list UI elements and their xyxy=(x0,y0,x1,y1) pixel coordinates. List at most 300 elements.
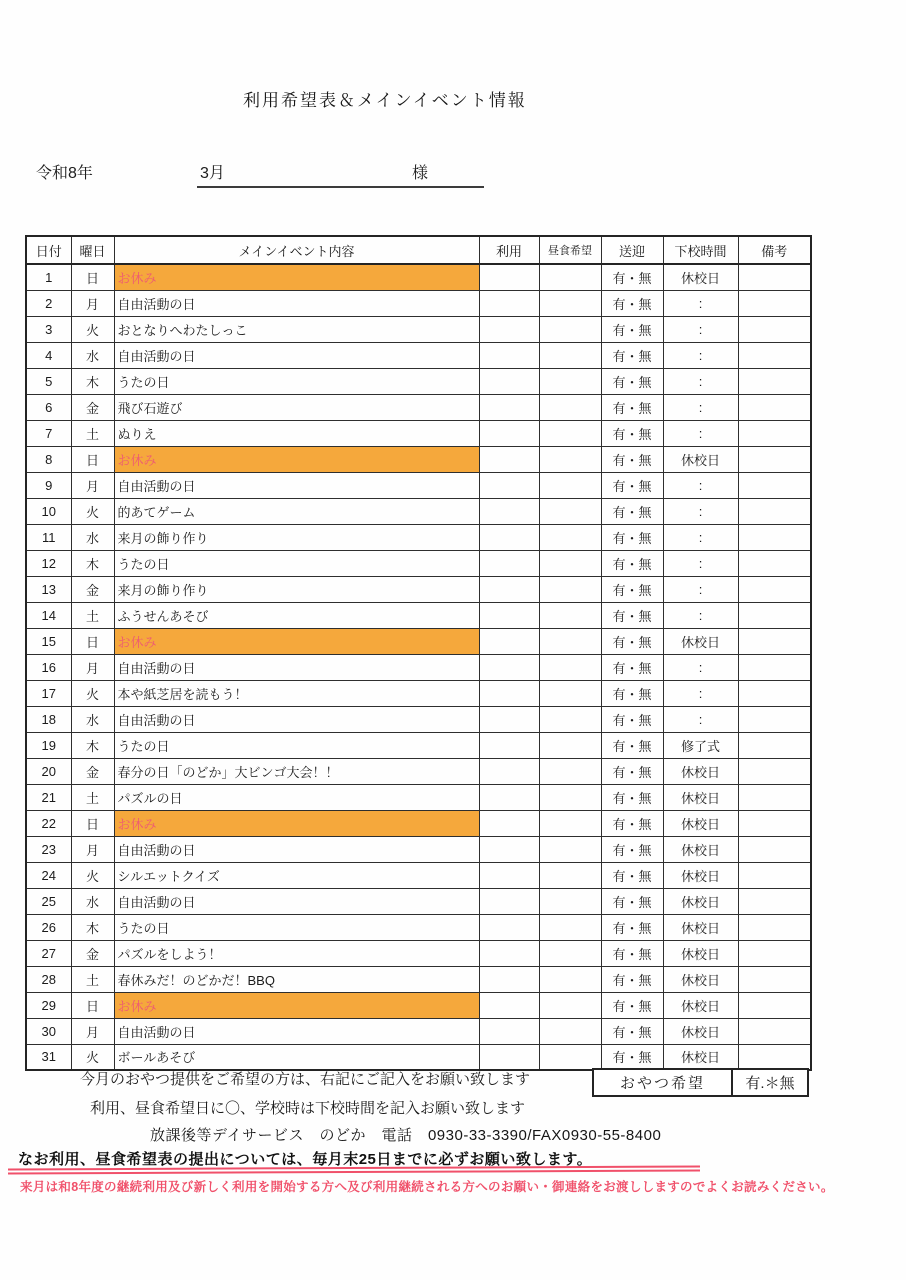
event-cell: 春分の日「のどか」大ビンゴ大会！！ xyxy=(114,758,479,784)
day-cell: 土 xyxy=(71,784,114,810)
event-cell: お休み xyxy=(114,264,479,290)
table-row xyxy=(26,628,811,654)
note-cell[interactable] xyxy=(738,576,811,602)
pickup-cell[interactable]: 有・無 xyxy=(601,524,663,550)
usage-cell[interactable] xyxy=(479,420,539,446)
usage-cell[interactable] xyxy=(479,836,539,862)
dismissal-cell[interactable]: 休校日 xyxy=(663,758,738,784)
day-cell: 木 xyxy=(71,550,114,576)
day-cell: 月 xyxy=(71,836,114,862)
pickup-cell[interactable]: 有・無 xyxy=(601,732,663,758)
usage-cell[interactable] xyxy=(479,1044,539,1070)
date-cell: 17 xyxy=(26,680,71,706)
day-cell: 水 xyxy=(71,706,114,732)
day-cell: 木 xyxy=(71,368,114,394)
pickup-cell[interactable]: 有・無 xyxy=(601,602,663,628)
date-cell: 24 xyxy=(26,862,71,888)
pickup-cell[interactable]: 有・無 xyxy=(601,706,663,732)
usage-cell[interactable] xyxy=(479,316,539,342)
usage-cell[interactable] xyxy=(479,888,539,914)
event-cell: 飛び石遊び xyxy=(114,394,479,420)
dismissal-cell[interactable]: : xyxy=(663,576,738,602)
dismissal-cell[interactable]: 休校日 xyxy=(663,888,738,914)
day-cell: 水 xyxy=(71,888,114,914)
deadline-note: なお利用、昼食希望表の提出については、毎月末25日までに必ずお願い致します。 xyxy=(18,1151,593,1168)
name-field-underline[interactable] xyxy=(197,164,484,188)
event-cell: 来月の飾り作り xyxy=(114,576,479,602)
table-row xyxy=(26,836,811,862)
note-cell[interactable] xyxy=(738,888,811,914)
pickup-cell[interactable]: 有・無 xyxy=(601,264,663,290)
usage-cell[interactable] xyxy=(479,940,539,966)
usage-cell[interactable] xyxy=(479,524,539,550)
usage-cell[interactable] xyxy=(479,602,539,628)
dismissal-cell[interactable]: 休校日 xyxy=(663,628,738,654)
pickup-cell[interactable]: 有・無 xyxy=(601,446,663,472)
usage-cell[interactable] xyxy=(479,680,539,706)
day-cell: 日 xyxy=(71,810,114,836)
date-cell: 8 xyxy=(26,446,71,472)
date-cell: 12 xyxy=(26,550,71,576)
note-cell[interactable] xyxy=(738,264,811,290)
table-row xyxy=(26,654,811,680)
lunch-cell[interactable] xyxy=(539,1018,601,1044)
day-cell: 日 xyxy=(71,264,114,290)
usage-cell[interactable] xyxy=(479,342,539,368)
date-cell: 19 xyxy=(26,732,71,758)
note-cell[interactable] xyxy=(738,1018,811,1044)
table-row xyxy=(26,940,811,966)
pickup-cell[interactable]: 有・無 xyxy=(601,654,663,680)
usage-cell[interactable] xyxy=(479,472,539,498)
day-cell: 木 xyxy=(71,914,114,940)
day-cell: 火 xyxy=(71,680,114,706)
lunch-cell[interactable] xyxy=(539,628,601,654)
note-cell[interactable] xyxy=(738,706,811,732)
note-cell[interactable] xyxy=(738,992,811,1018)
pickup-cell[interactable]: 有・無 xyxy=(601,368,663,394)
date-cell: 23 xyxy=(26,836,71,862)
day-cell: 日 xyxy=(71,992,114,1018)
event-cell: 本や紙芝居を読もう！ xyxy=(114,680,479,706)
month-label: 3月 xyxy=(200,165,225,182)
col-header-date: 日付 xyxy=(26,236,71,264)
event-cell: 自由活動の日 xyxy=(114,1018,479,1044)
date-cell: 27 xyxy=(26,940,71,966)
date-cell: 26 xyxy=(26,914,71,940)
date-cell: 15 xyxy=(26,628,71,654)
note-cell[interactable] xyxy=(738,290,811,316)
date-cell: 18 xyxy=(26,706,71,732)
table-row xyxy=(26,1018,811,1044)
usage-cell[interactable] xyxy=(479,810,539,836)
note-cell[interactable] xyxy=(738,472,811,498)
table-row xyxy=(26,914,811,940)
date-cell: 1 xyxy=(26,264,71,290)
pickup-cell[interactable]: 有・無 xyxy=(601,888,663,914)
note-cell[interactable] xyxy=(738,758,811,784)
pickup-cell[interactable]: 有・無 xyxy=(601,810,663,836)
event-cell: 的あてゲーム xyxy=(114,498,479,524)
dismissal-cell[interactable]: : xyxy=(663,342,738,368)
snack-request-label: おやつ希望 xyxy=(594,1070,733,1095)
day-cell: 金 xyxy=(71,576,114,602)
table-row xyxy=(26,420,811,446)
note-cell[interactable] xyxy=(738,394,811,420)
pickup-cell[interactable]: 有・無 xyxy=(601,680,663,706)
usage-cell[interactable] xyxy=(479,966,539,992)
date-cell: 5 xyxy=(26,368,71,394)
day-cell: 金 xyxy=(71,758,114,784)
note-cell[interactable] xyxy=(738,966,811,992)
event-cell: うたの日 xyxy=(114,732,479,758)
event-cell: 自由活動の日 xyxy=(114,472,479,498)
pickup-cell[interactable]: 有・無 xyxy=(601,472,663,498)
pickup-cell[interactable]: 有・無 xyxy=(601,290,663,316)
usage-cell[interactable] xyxy=(479,862,539,888)
note-cell[interactable] xyxy=(738,628,811,654)
lunch-cell[interactable] xyxy=(539,914,601,940)
pickup-cell[interactable]: 有・無 xyxy=(601,550,663,576)
lunch-cell[interactable] xyxy=(539,888,601,914)
lunch-cell[interactable] xyxy=(539,394,601,420)
table-row xyxy=(26,966,811,992)
dismissal-cell[interactable]: 休校日 xyxy=(663,784,738,810)
dismissal-cell[interactable]: 休校日 xyxy=(663,966,738,992)
lunch-cell[interactable] xyxy=(539,446,601,472)
usage-cell[interactable] xyxy=(479,576,539,602)
dismissal-cell[interactable]: : xyxy=(663,654,738,680)
pickup-cell[interactable]: 有・無 xyxy=(601,316,663,342)
date-cell: 6 xyxy=(26,394,71,420)
day-cell: 金 xyxy=(71,394,114,420)
date-cell: 13 xyxy=(26,576,71,602)
day-cell: 土 xyxy=(71,966,114,992)
event-cell: お休み xyxy=(114,446,479,472)
lunch-cell[interactable] xyxy=(539,940,601,966)
lunch-cell[interactable] xyxy=(539,784,601,810)
event-cell: パズルの日 xyxy=(114,784,479,810)
date-cell: 30 xyxy=(26,1018,71,1044)
note-cell[interactable] xyxy=(738,654,811,680)
dismissal-cell[interactable]: : xyxy=(663,602,738,628)
lunch-cell[interactable] xyxy=(539,836,601,862)
col-header-pickup: 送迎 xyxy=(601,236,663,264)
note-cell[interactable] xyxy=(738,914,811,940)
day-cell: 月 xyxy=(71,1018,114,1044)
lunch-cell[interactable] xyxy=(539,706,601,732)
snack-request-value[interactable]: 有.＊無 xyxy=(745,1075,795,1092)
usage-cell[interactable] xyxy=(479,446,539,472)
day-cell: 日 xyxy=(71,628,114,654)
table-row xyxy=(26,602,811,628)
usage-cell[interactable] xyxy=(479,368,539,394)
dismissal-cell[interactable]: : xyxy=(663,524,738,550)
note-cell[interactable] xyxy=(738,550,811,576)
usage-cell[interactable] xyxy=(479,914,539,940)
pickup-cell[interactable]: 有・無 xyxy=(601,784,663,810)
date-cell: 2 xyxy=(26,290,71,316)
dismissal-cell[interactable]: 休校日 xyxy=(663,836,738,862)
col-header-day: 曜日 xyxy=(71,236,114,264)
event-cell: お休み xyxy=(114,992,479,1018)
lunch-cell[interactable] xyxy=(539,576,601,602)
table-row xyxy=(26,758,811,784)
date-cell: 25 xyxy=(26,888,71,914)
pickup-cell[interactable]: 有・無 xyxy=(601,342,663,368)
usage-cell[interactable] xyxy=(479,654,539,680)
event-cell: 自由活動の日 xyxy=(114,654,479,680)
event-cell: お休み xyxy=(114,810,479,836)
table-row xyxy=(26,264,811,290)
note-cell[interactable] xyxy=(738,420,811,446)
day-cell: 火 xyxy=(71,316,114,342)
red-notice: 来月は和8年度の継続利用及び新しく利用を開始する方へ及び利用継続される方へのお願い・御連絡をお渡ししますのでよくお読みください。 xyxy=(20,1180,834,1194)
usage-cell[interactable] xyxy=(479,758,539,784)
dismissal-cell[interactable]: : xyxy=(663,368,738,394)
note-cell[interactable] xyxy=(738,524,811,550)
note-cell[interactable] xyxy=(738,602,811,628)
usage-cell[interactable] xyxy=(479,706,539,732)
table-row xyxy=(26,732,811,758)
dismissal-cell[interactable]: : xyxy=(663,550,738,576)
table-row xyxy=(26,446,811,472)
table-row xyxy=(26,290,811,316)
table-row xyxy=(26,498,811,524)
table-row xyxy=(26,888,811,914)
dismissal-cell[interactable]: : xyxy=(663,680,738,706)
event-cell: お休み xyxy=(114,628,479,654)
lunch-cell[interactable] xyxy=(539,654,601,680)
day-cell: 水 xyxy=(71,524,114,550)
usage-cell[interactable] xyxy=(479,264,539,290)
date-cell: 7 xyxy=(26,420,71,446)
day-cell: 土 xyxy=(71,420,114,446)
date-cell: 14 xyxy=(26,602,71,628)
lunch-cell[interactable] xyxy=(539,264,601,290)
day-cell: 金 xyxy=(71,940,114,966)
note-cell[interactable] xyxy=(738,368,811,394)
pickup-cell[interactable]: 有・無 xyxy=(601,420,663,446)
page-title: 利用希望表＆メインイベント情報 xyxy=(243,91,527,110)
pickup-cell[interactable]: 有・無 xyxy=(601,914,663,940)
snack-note: 今月のおやつ提供をご希望の方は、右記にご記入をお願い致します xyxy=(80,1071,531,1088)
contact-info: 放課後等デイサービス のどか 電話 0930-33-3390/FAX0930-55-8400 xyxy=(150,1127,662,1144)
usage-cell[interactable] xyxy=(479,784,539,810)
table-row xyxy=(26,342,811,368)
pickup-cell[interactable]: 有・無 xyxy=(601,966,663,992)
note-cell[interactable] xyxy=(738,316,811,342)
col-header-note: 備考 xyxy=(738,236,811,264)
date-cell: 16 xyxy=(26,654,71,680)
note-cell[interactable] xyxy=(738,732,811,758)
dismissal-cell[interactable]: : xyxy=(663,498,738,524)
usage-cell[interactable] xyxy=(479,394,539,420)
snack-request-box xyxy=(592,1068,809,1097)
pickup-cell[interactable]: 有・無 xyxy=(601,576,663,602)
note-cell[interactable] xyxy=(738,862,811,888)
dismissal-cell[interactable]: 休校日 xyxy=(663,992,738,1018)
usage-note: 利用、昼食希望日に〇、学校時は下校時間を記入お願い致します xyxy=(90,1100,526,1117)
event-cell: ふうせんあそび xyxy=(114,602,479,628)
lunch-cell[interactable] xyxy=(539,810,601,836)
day-cell: 火 xyxy=(71,862,114,888)
event-cell: おとなりへわたしっこ xyxy=(114,316,479,342)
date-cell: 9 xyxy=(26,472,71,498)
dismissal-cell[interactable]: 休校日 xyxy=(663,1018,738,1044)
lunch-cell[interactable] xyxy=(539,290,601,316)
dismissal-cell[interactable]: : xyxy=(663,290,738,316)
date-cell: 22 xyxy=(26,810,71,836)
col-header-usage: 利用 xyxy=(479,236,539,264)
lunch-cell[interactable] xyxy=(539,524,601,550)
dismissal-cell[interactable]: : xyxy=(663,706,738,732)
dismissal-cell[interactable]: : xyxy=(663,394,738,420)
day-cell: 月 xyxy=(71,472,114,498)
table-row xyxy=(26,576,811,602)
day-cell: 土 xyxy=(71,602,114,628)
col-header-lunch: 昼食希望 xyxy=(539,236,601,264)
lunch-cell[interactable] xyxy=(539,966,601,992)
table-row xyxy=(26,1044,811,1070)
table-row xyxy=(26,706,811,732)
lunch-cell[interactable] xyxy=(539,420,601,446)
table-row xyxy=(26,368,811,394)
pickup-cell[interactable]: 有・無 xyxy=(601,628,663,654)
pickup-cell[interactable]: 有・無 xyxy=(601,992,663,1018)
pickup-cell[interactable]: 有・無 xyxy=(601,862,663,888)
schedule-table-body xyxy=(26,264,811,1070)
event-cell: うたの日 xyxy=(114,914,479,940)
usage-cell[interactable] xyxy=(479,550,539,576)
pickup-cell[interactable]: 有・無 xyxy=(601,1018,663,1044)
table-row xyxy=(26,992,811,1018)
table-row xyxy=(26,472,811,498)
dismissal-cell[interactable]: 休校日 xyxy=(663,862,738,888)
table-row xyxy=(26,810,811,836)
usage-cell[interactable] xyxy=(479,992,539,1018)
lunch-cell[interactable] xyxy=(539,316,601,342)
dismissal-cell[interactable]: : xyxy=(663,472,738,498)
schedule-table xyxy=(25,235,812,1071)
day-cell: 火 xyxy=(71,1044,114,1070)
note-cell[interactable] xyxy=(738,810,811,836)
date-cell: 20 xyxy=(26,758,71,784)
lunch-cell[interactable] xyxy=(539,1044,601,1070)
lunch-cell[interactable] xyxy=(539,498,601,524)
lunch-cell[interactable] xyxy=(539,472,601,498)
event-cell: ボールあそび xyxy=(114,1044,479,1070)
usage-cell[interactable] xyxy=(479,1018,539,1044)
event-cell: 自由活動の日 xyxy=(114,290,479,316)
date-cell: 28 xyxy=(26,966,71,992)
table-row xyxy=(26,784,811,810)
table-header-row xyxy=(26,236,811,264)
date-cell: 31 xyxy=(26,1044,71,1070)
usage-cell[interactable] xyxy=(479,732,539,758)
table-row xyxy=(26,550,811,576)
event-cell: シルエットクイズ xyxy=(114,862,479,888)
pickup-cell[interactable]: 有・無 xyxy=(601,940,663,966)
day-cell: 月 xyxy=(71,290,114,316)
event-cell: 自由活動の日 xyxy=(114,706,479,732)
dismissal-cell[interactable]: : xyxy=(663,316,738,342)
lunch-cell[interactable] xyxy=(539,680,601,706)
note-cell[interactable] xyxy=(738,1044,811,1070)
era-year-label: 令和8年 xyxy=(36,165,93,182)
lunch-cell[interactable] xyxy=(539,862,601,888)
pickup-cell[interactable]: 有・無 xyxy=(601,394,663,420)
date-cell: 21 xyxy=(26,784,71,810)
note-cell[interactable] xyxy=(738,446,811,472)
event-cell: うたの日 xyxy=(114,368,479,394)
date-cell: 11 xyxy=(26,524,71,550)
event-cell: 自由活動の日 xyxy=(114,836,479,862)
dismissal-cell[interactable]: 休校日 xyxy=(663,914,738,940)
note-cell[interactable] xyxy=(738,784,811,810)
lunch-cell[interactable] xyxy=(539,732,601,758)
note-cell[interactable] xyxy=(738,680,811,706)
usage-cell[interactable] xyxy=(479,628,539,654)
dismissal-cell[interactable]: 休校日 xyxy=(663,1044,738,1070)
day-cell: 日 xyxy=(71,446,114,472)
table-row xyxy=(26,862,811,888)
lunch-cell[interactable] xyxy=(539,758,601,784)
day-cell: 月 xyxy=(71,654,114,680)
note-cell[interactable] xyxy=(738,836,811,862)
col-header-dismissal: 下校時間 xyxy=(663,236,738,264)
event-cell: 来月の飾り作り xyxy=(114,524,479,550)
day-cell: 木 xyxy=(71,732,114,758)
pickup-cell[interactable]: 有・無 xyxy=(601,836,663,862)
lunch-cell[interactable] xyxy=(539,368,601,394)
dismissal-cell[interactable]: 休校日 xyxy=(663,940,738,966)
lunch-cell[interactable] xyxy=(539,342,601,368)
table-row xyxy=(26,316,811,342)
table-row xyxy=(26,394,811,420)
table-row xyxy=(26,680,811,706)
lunch-cell[interactable] xyxy=(539,550,601,576)
date-cell: 3 xyxy=(26,316,71,342)
day-cell: 水 xyxy=(71,342,114,368)
col-header-event: メインイベント内容 xyxy=(114,236,479,264)
dismissal-cell[interactable]: 休校日 xyxy=(663,810,738,836)
dismissal-cell[interactable]: 休校日 xyxy=(663,446,738,472)
pickup-cell[interactable]: 有・無 xyxy=(601,758,663,784)
note-cell[interactable] xyxy=(738,498,811,524)
event-cell: パズルをしよう！ xyxy=(114,940,479,966)
note-cell[interactable] xyxy=(738,342,811,368)
lunch-cell[interactable] xyxy=(539,602,601,628)
event-cell: うたの日 xyxy=(114,550,479,576)
table-row xyxy=(26,524,811,550)
date-cell: 4 xyxy=(26,342,71,368)
honorific-label: 様 xyxy=(412,165,429,182)
day-cell: 火 xyxy=(71,498,114,524)
dismissal-cell[interactable]: 休校日 xyxy=(663,264,738,290)
date-cell: 29 xyxy=(26,992,71,1018)
event-cell: 自由活動の日 xyxy=(114,888,479,914)
date-cell: 10 xyxy=(26,498,71,524)
pickup-cell[interactable]: 有・無 xyxy=(601,1044,663,1070)
lunch-cell[interactable] xyxy=(539,992,601,1018)
pickup-cell[interactable]: 有・無 xyxy=(601,498,663,524)
dismissal-cell[interactable]: : xyxy=(663,420,738,446)
dismissal-cell[interactable]: 修了式 xyxy=(663,732,738,758)
note-cell[interactable] xyxy=(738,940,811,966)
usage-cell[interactable] xyxy=(479,290,539,316)
usage-cell[interactable] xyxy=(479,498,539,524)
